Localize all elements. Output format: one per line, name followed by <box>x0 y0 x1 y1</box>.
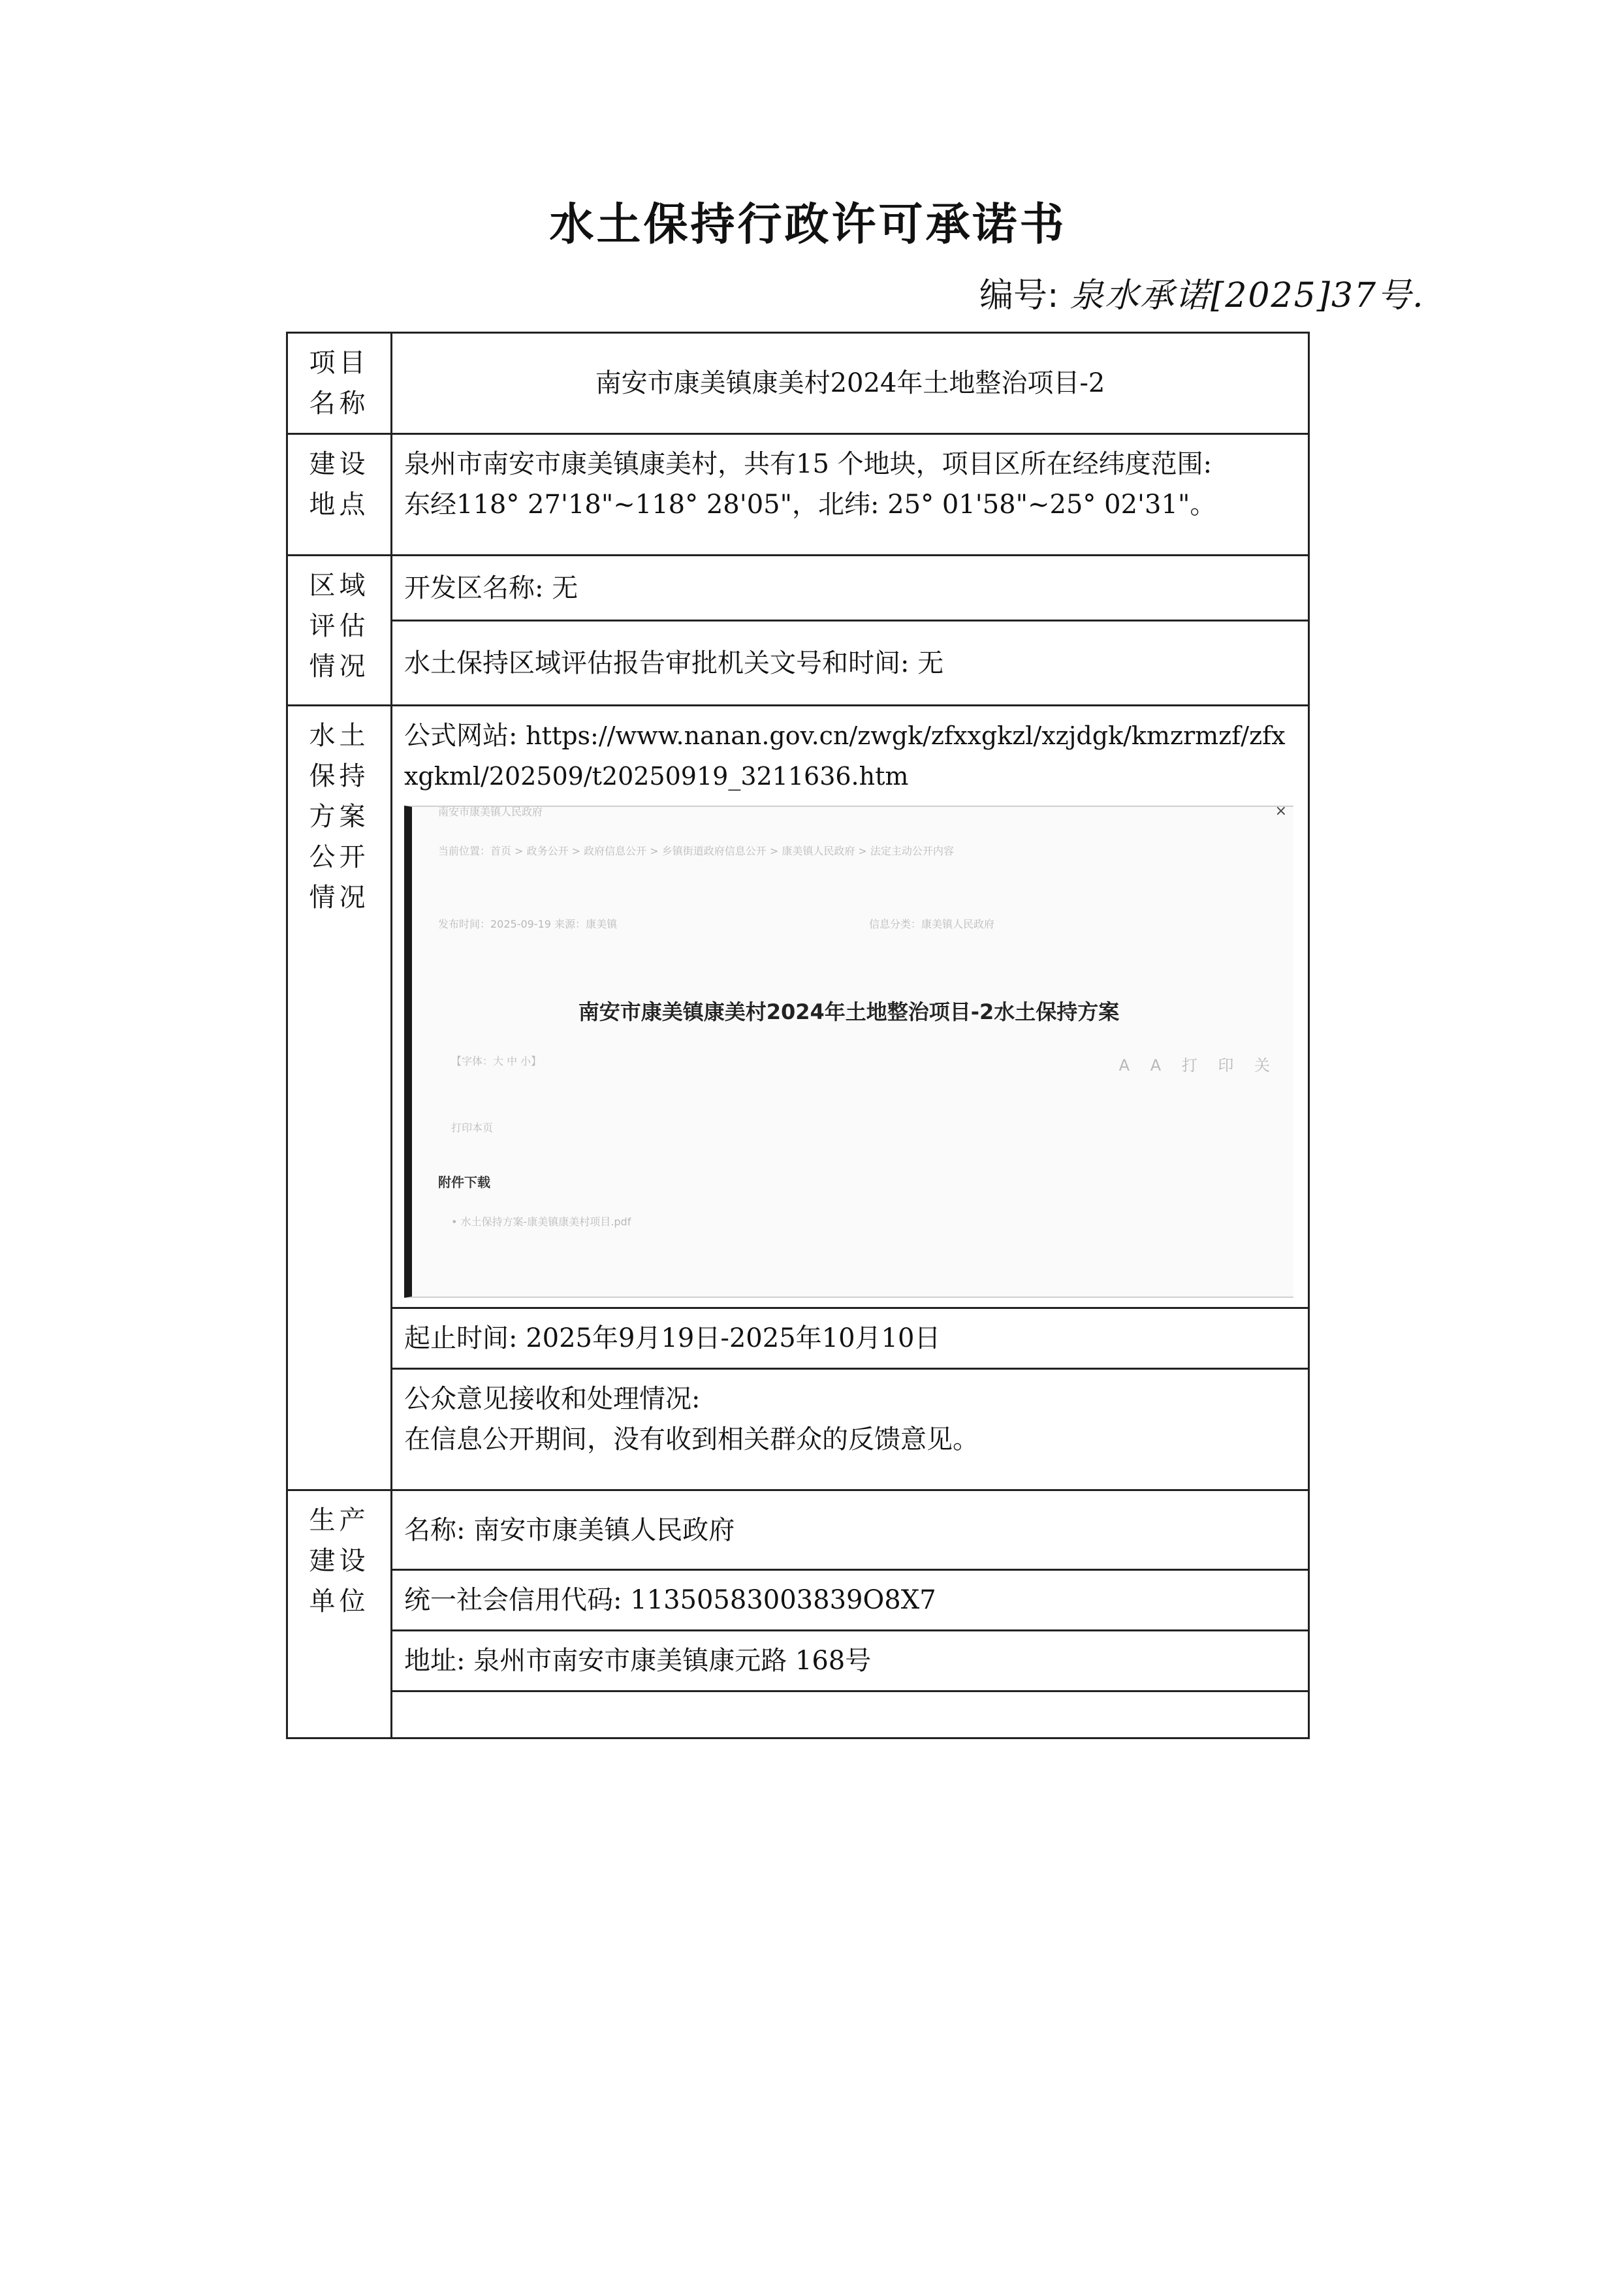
unit-credit-code: 统一社会信用代码: 11350583003839O8X7 <box>392 1570 1309 1631</box>
feedback-label: 公众意见接收和处理情况: <box>404 1384 701 1414</box>
website-screenshot <box>404 803 1293 1298</box>
page-title: 水土保持行政许可承诺书 <box>549 198 1067 251</box>
screenshot-title: 南安市康美镇康美村2024年土地整治项目-2水土保持方案 <box>578 999 1120 1024</box>
regional-report: 水土保持区域评估报告审批机关文号和时间: 无 <box>392 621 1309 706</box>
label-location: 建设地点 <box>287 434 392 556</box>
screenshot-breadcrumb: 当前位置：首页 > 政务公开 > 政府信息公开 > 乡镇街道政府信息公开 > 康美镇人民政府 > 法定主动公开内容 <box>438 845 954 857</box>
unit-address: 地址: 泉州市南安市康美镇康元路 168号 <box>392 1631 1309 1691</box>
document-number <box>979 268 1425 317</box>
screenshot-meta: 发布时间：2025-09-19 来源：康美镇 <box>438 918 618 930</box>
project-name: 南安市康美镇康美村2024年土地整治项目-2 <box>392 333 1309 434</box>
empty-row <box>392 1691 1309 1738</box>
feedback-cell <box>392 1369 1309 1490</box>
screenshot-tab: 南安市康美镇人民政府 <box>438 806 543 818</box>
location-line-2: 东经118° 27'18"~118° 28'05"，北纬: 25° 01'58"~25° 02'31"。 <box>404 490 1216 520</box>
screenshot-print: 打印本页 <box>451 1122 494 1134</box>
screenshot-tools: A A 打 印 关 <box>1118 1056 1278 1075</box>
label-disclosure: 水土保持方案公开情况 <box>287 706 392 1490</box>
label-regional: 区域评估情况 <box>287 556 392 706</box>
publicity-period: 起止时间: 2025年9月19日-2025年10月10日 <box>392 1308 1309 1369</box>
screenshot-attachments: 附件下载 <box>438 1174 490 1190</box>
site-label: 公式网站: <box>404 721 518 751</box>
label-project-name: 项目名称 <box>287 333 392 434</box>
label-unit: 生产建设单位 <box>287 1490 392 1738</box>
location-cell <box>392 434 1309 556</box>
zone-name: 开发区名称: 无 <box>392 556 1309 621</box>
location-line-1: 泉州市南安市康美镇康美村，共有15 个地块，项目区所在经纬度范围: <box>404 449 1212 479</box>
feedback-text: 在信息公开期间，没有收到相关群众的反馈意见。 <box>404 1424 979 1455</box>
commitment-form <box>286 332 1310 1739</box>
close-icon: × <box>1275 803 1287 819</box>
screenshot-font-size: 【字体：大 中 小】 <box>451 1055 542 1067</box>
unit-name: 名称: 南安市康美镇人民政府 <box>392 1490 1309 1570</box>
disclosure-url[interactable]: https://www.nanan.gov.cn/zwgk/zfxxgkzl/xzjdgk/kmzrmzf/zfxxgkml/202509/t20250919_3211636.htm <box>404 721 1286 791</box>
screenshot-file: • 水土保持方案-康美镇康美村项目.pdf <box>451 1216 631 1228</box>
disclosure-cell <box>392 706 1309 1308</box>
document-number-label: 编号: <box>979 276 1059 315</box>
screenshot-meta-category: 信息分类：康美镇人民政府 <box>869 918 995 930</box>
document-number-value: 泉水承诺[2025]37号. <box>1069 276 1425 315</box>
